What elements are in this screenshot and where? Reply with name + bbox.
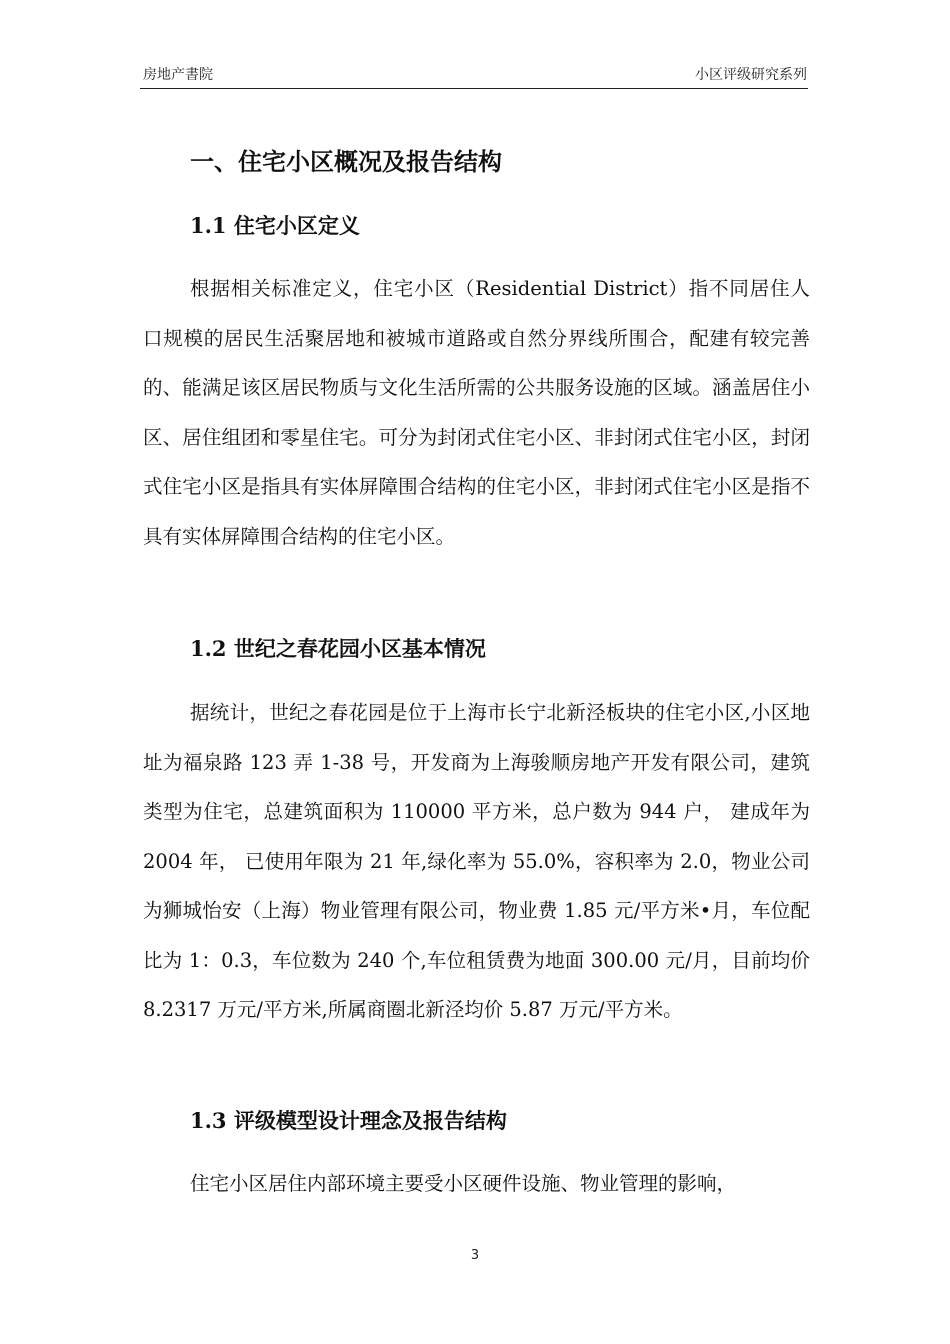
header-divider <box>140 88 808 89</box>
header-right-text: 小区评级研究系列 <box>695 67 807 83</box>
section-1-1-heading: 1.1 住宅小区定义 <box>190 213 360 238</box>
page-number: 3 <box>470 1248 480 1263</box>
section-1-2-heading: 1.2 世纪之春花园小区基本情况 <box>190 636 486 661</box>
section-1-3-paragraph: 住宅小区居住内部环境主要受小区硬件设施、物业管理的影响， <box>190 1172 737 1195</box>
section-1-2-paragraph: 据统计，世纪之春花园是位于上海市长宁北新泾板块的住宅小区,小区地址为福泉路 123 弄 1-38 号，开发商为上海骏顺房地产开发有限公司，建筑类型为住宅，总建筑面积为 110000 平方米，总户数为 944 户， 建成年为 2004 年， 已使用年限为 21 年,绿化率为 55.0%，容积率为 2.0，物业公司为狮城怡安（上海）物业管理有限公司，物业费 1.85 元/平方米•月，车位配比为 1：0.3，车位数为 240 个,车位租赁费为地面 300.00 元/月，目前均价 8.2317 万元/平方米,所属商圈北新泾均价 5.87 万元/平方米。 <box>143 701 810 1021</box>
section-1-3-heading: 1.3 评级模型设计理念及报告结构 <box>190 1108 507 1133</box>
header-left-text: 房地产書院 <box>143 67 213 83</box>
section-1-heading: 一、住宅小区概况及报告结构 <box>190 147 502 176</box>
section-1-1-paragraph: 根据相关标准定义，住宅小区（Residential District）指不同居住人口规模的居民生活聚居地和被城市道路或自然分界线所围合，配建有较完善的、能满足该区居民物质与文化生活所需的公共服务设施的区域。涵盖居住小区、居住组团和零星住宅。可分为封闭式住宅小区、非封闭式住宅小区，封闭式住宅小区是指具有实体屏障围合结构的住宅小区，非封闭式住宅小区是指不具有实体屏障围合结构的住宅小区。 <box>143 277 810 548</box>
